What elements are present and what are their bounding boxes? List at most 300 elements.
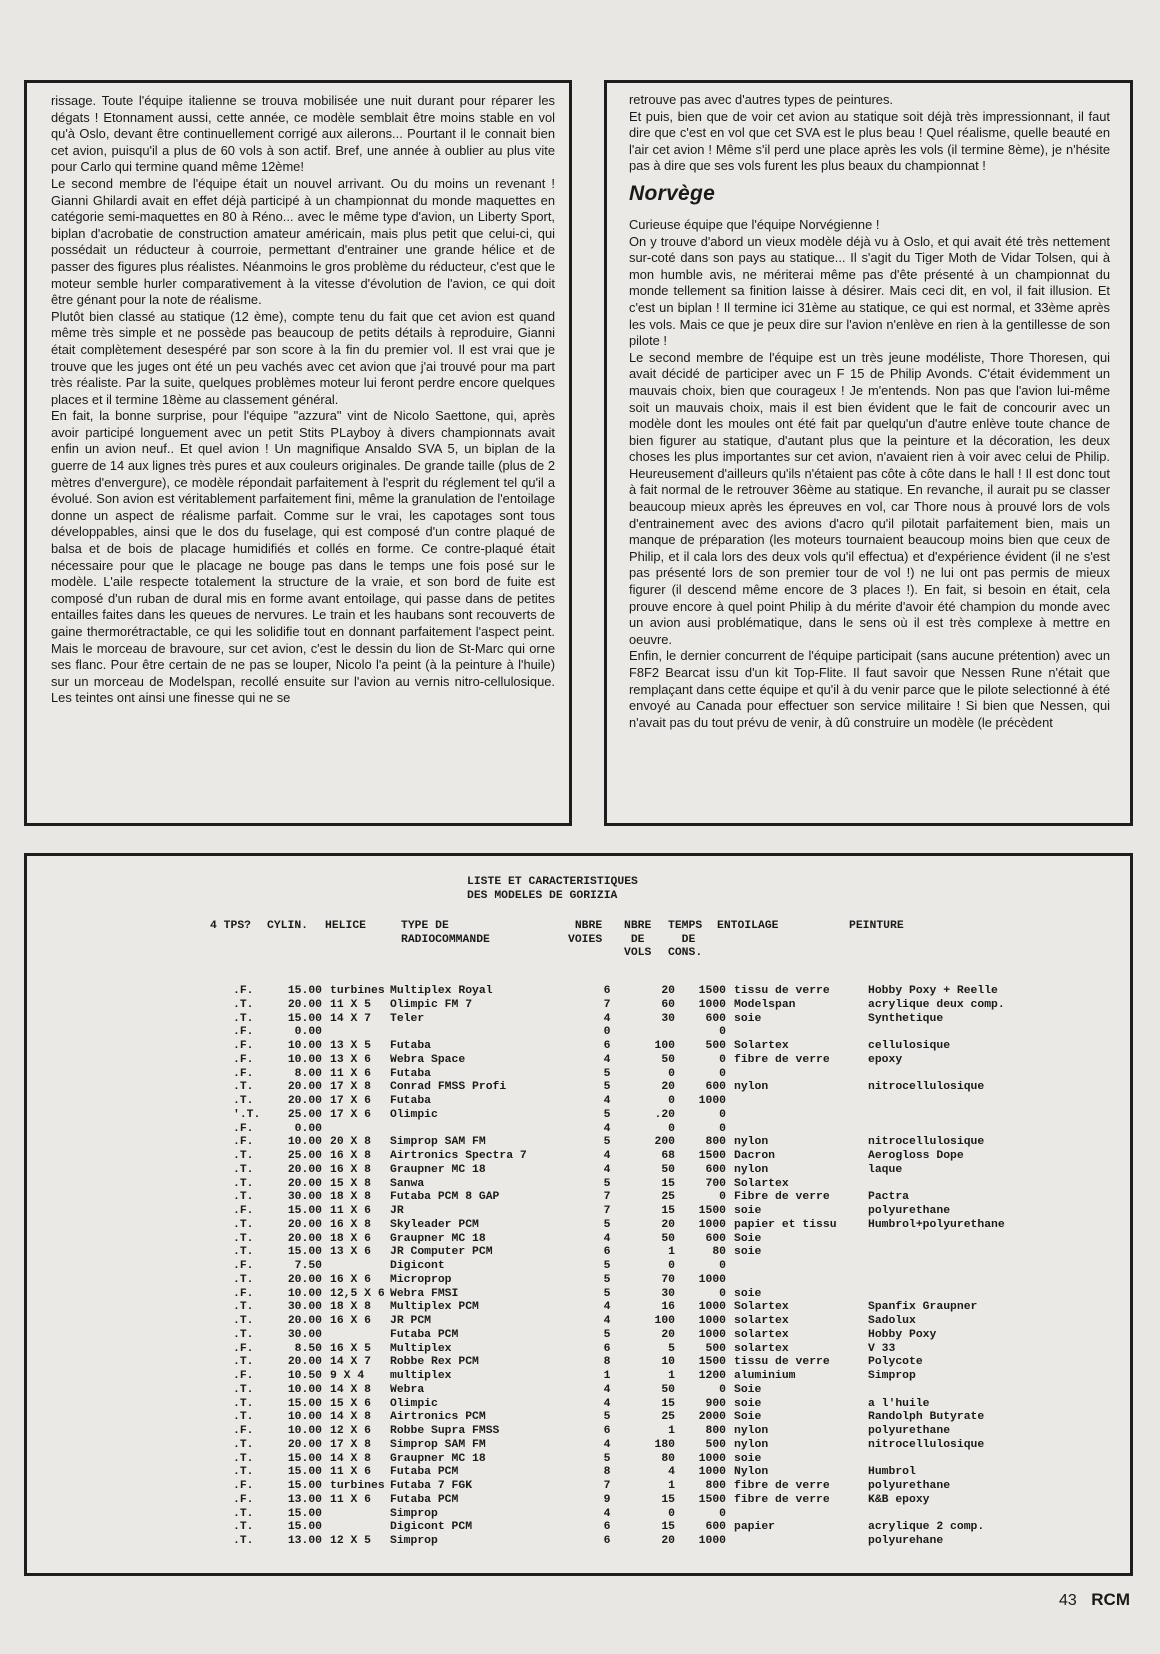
cell-channels: 5 xyxy=(603,1218,611,1231)
magazine-name: RCM xyxy=(1091,1590,1130,1609)
cell-cylinder: 0.00 xyxy=(294,1026,322,1039)
cell-tps: .T. xyxy=(233,1301,254,1314)
cell-consumption: 0 xyxy=(719,1260,726,1272)
cell-radio: Microprop xyxy=(390,1273,452,1286)
cell-tps: .T. xyxy=(233,1328,254,1341)
table-row xyxy=(27,1246,1068,1260)
table-row xyxy=(27,1425,1068,1439)
cell-paint: polyurethane xyxy=(868,1480,951,1492)
cell-covering xyxy=(734,1068,868,1082)
header-tps: 4 TPS? xyxy=(210,920,252,932)
cell-flights: 15 xyxy=(661,1177,675,1190)
cell-paint xyxy=(868,1260,1068,1274)
cell-channels: 8 xyxy=(603,1356,611,1369)
table-row xyxy=(27,1535,1068,1549)
cell-flights: 70 xyxy=(661,1273,675,1286)
cell-channels: 4 xyxy=(603,1012,611,1025)
cell-covering: papier et tissu xyxy=(734,1218,837,1231)
table-row xyxy=(27,1219,1068,1233)
cell-cylinder: 20.00 xyxy=(287,1356,322,1369)
cell-cylinder: 15.00 xyxy=(287,1205,322,1217)
cell-channels: 5 xyxy=(603,1260,611,1272)
row-indent xyxy=(27,1260,233,1274)
cell-channels: 4 xyxy=(603,1397,611,1410)
cell-cylinder: 13.00 xyxy=(287,1493,322,1506)
row-indent xyxy=(27,1205,233,1219)
cell-cylinder: 10.00 xyxy=(287,1425,322,1437)
cell-propeller: 15 X 6 xyxy=(330,1397,372,1410)
cell-tps: .F. xyxy=(233,1026,254,1039)
row-indent xyxy=(27,1274,233,1288)
row-indent xyxy=(27,1453,233,1467)
cell-radio: Teler xyxy=(390,1012,425,1025)
cell-flights xyxy=(631,1026,677,1040)
cell-channels: 5 xyxy=(603,1108,611,1121)
cell-radio: Olimpic FM 7 xyxy=(390,998,473,1011)
cell-propeller: 17 X 8 xyxy=(330,1081,372,1094)
cell-covering: nylon xyxy=(734,1163,769,1176)
cell-flights: 4 xyxy=(668,1466,675,1479)
row-indent xyxy=(27,1343,233,1357)
cell-tps: .T. xyxy=(233,1191,254,1204)
cell-radio: Webra xyxy=(390,1383,425,1396)
cell-consumption: 1000 xyxy=(698,1218,726,1231)
cell-consumption: 600 xyxy=(705,1521,726,1534)
cell-paint: Simprop xyxy=(868,1370,916,1382)
cell-flights: 100 xyxy=(654,1315,675,1327)
cell-channels: 5 xyxy=(603,1067,611,1080)
cell-radio: multiplex xyxy=(390,1370,452,1382)
cell-cylinder: 10.00 xyxy=(287,1383,322,1396)
cell-cylinder: 10.00 xyxy=(287,1053,322,1066)
cell-radio: Futaba xyxy=(390,1067,432,1080)
table-row xyxy=(27,1466,1068,1480)
cell-radio: Graupner MC 18 xyxy=(390,1232,486,1245)
cell-covering xyxy=(734,1508,868,1522)
cell-paint: a l'huile xyxy=(868,1397,930,1410)
cell-consumption: 1000 xyxy=(698,1301,726,1314)
table-row xyxy=(27,1054,1068,1068)
row-indent xyxy=(27,1301,233,1315)
cell-flights: 50 xyxy=(661,1383,675,1396)
cell-tps: .T. xyxy=(233,1232,254,1245)
cell-consumption: 0 xyxy=(719,1122,726,1135)
cell-channels: 8 xyxy=(603,1466,611,1479)
row-indent xyxy=(27,1178,233,1192)
paragraph: rissage. Toute l'équipe italienne se trouva mobilisée une nuit durant pour réparer les dégats ! Etonnament aussi, cette année, ce modèle semblait être moins stable en vol qu'à Oslo, devant être continuellement corrigé aux ailerons... Pourtant il le connait bien cet avion, puisqu'il a plus de 60 vols à son actif. Bref, une année à oublier au plus vite pour Carlo qui termine quand même 12ème! xyxy=(51,93,555,175)
cell-tps: .T. xyxy=(233,1246,254,1259)
cell-cylinder: 20.00 xyxy=(287,998,322,1011)
cell-paint xyxy=(868,1026,1068,1040)
cell-tps: .T. xyxy=(233,1397,254,1410)
header-peinture: PEINTURE xyxy=(849,920,904,932)
cell-cylinder: 15.00 xyxy=(287,1507,322,1520)
cell-propeller: 11 X 6 xyxy=(330,1067,372,1080)
cell-propeller: 11 X 6 xyxy=(330,1205,372,1217)
cell-paint xyxy=(868,1095,1068,1109)
cell-tps: .T. xyxy=(233,1356,254,1369)
cell-consumption: 1000 xyxy=(698,1466,726,1479)
table-row xyxy=(27,1384,1068,1398)
cell-covering xyxy=(734,1274,868,1288)
paragraph: Le second membre de l'équipe était un nouvel arrivant. Ou du moins un revenant ! Gianni Ghilardi avait en effet déjà participé à un championnat du monde maquettes en catégorie semi-maquettes en 80 à Réno... avec le même type d'avion, un Liberty Sport, biplan d'acrobatie de construction amateur américain, mais plus petit que celui-ci, qui possédait un réducteur à courroie, permettant d'entrainer une grande hélice et de passer des figures plus réalistes. Néanmoins le gros problème du réducteur, c'est que le moteur semble hurler comparativement à la vitesse d'évolution de l'avion, ce qui doit être génant pour la note de réalisme. xyxy=(51,175,555,308)
cell-radio: Simprop SAM FM xyxy=(390,1136,486,1149)
cell-consumption: 0 xyxy=(719,1053,726,1066)
cell-cylinder: 15.00 xyxy=(287,1480,322,1492)
cell-radio: Futaba xyxy=(390,1040,432,1052)
cell-tps: .T. xyxy=(233,1218,254,1231)
cell-radio: Airtronics PCM xyxy=(390,1411,486,1424)
cell-covering: solartex xyxy=(734,1328,789,1341)
cell-channels: 4 xyxy=(603,1095,611,1107)
cell-propeller: 18 X 8 xyxy=(330,1301,372,1314)
models-table xyxy=(27,985,1068,1549)
cell-paint: Hobby Poxy xyxy=(868,1328,937,1341)
cell-channels: 4 xyxy=(603,1163,611,1176)
cell-covering xyxy=(734,1095,868,1109)
row-indent xyxy=(27,1040,233,1054)
cell-tps: .T. xyxy=(233,1315,254,1327)
table-row xyxy=(27,999,1068,1013)
cell-tps: .T. xyxy=(233,1452,254,1465)
cell-paint: polyurethane xyxy=(868,1205,951,1217)
row-indent xyxy=(27,1013,233,1027)
cell-paint xyxy=(868,1109,1068,1123)
cell-covering: soie xyxy=(734,1397,762,1410)
cell-channels: 5 xyxy=(603,1411,611,1424)
cell-paint: Humbrol xyxy=(868,1466,916,1479)
cell-propeller: turbines xyxy=(330,985,385,997)
cell-covering: soie xyxy=(734,1012,762,1025)
row-indent xyxy=(27,1425,233,1439)
table-row xyxy=(27,1398,1068,1412)
cell-tps: .T. xyxy=(233,1507,254,1520)
cell-paint: cellulosique xyxy=(868,1040,951,1052)
cell-paint: Randolph Butyrate xyxy=(868,1411,985,1424)
cell-tps: .F. xyxy=(233,1122,254,1135)
row-indent xyxy=(27,1384,233,1398)
cell-channels: 5 xyxy=(603,1081,611,1094)
cell-covering: solartex xyxy=(734,1315,789,1327)
cell-propeller: 14 X 7 xyxy=(330,1356,372,1369)
cell-channels: 5 xyxy=(603,1287,611,1300)
cell-channels: 4 xyxy=(603,1507,611,1520)
table-row xyxy=(27,1150,1068,1164)
cell-flights: .20 xyxy=(654,1108,675,1121)
cell-propeller: 16 X 8 xyxy=(330,1150,372,1162)
cell-consumption: 2000 xyxy=(698,1411,726,1424)
cell-consumption: 600 xyxy=(705,1232,726,1245)
table-row xyxy=(27,1260,1068,1274)
header-vols: NBRE DE VOLS xyxy=(624,920,652,960)
cell-tps: .T. xyxy=(233,1438,254,1451)
row-indent xyxy=(27,1095,233,1109)
cell-flights: 25 xyxy=(661,1191,675,1204)
cell-flights: 15 xyxy=(661,1493,675,1506)
cell-propeller: 14 X 7 xyxy=(330,1012,372,1025)
cell-cylinder: 15.00 xyxy=(287,1397,322,1410)
cell-paint xyxy=(868,1233,1068,1247)
paragraph: Et puis, bien que de voir cet avion au statique soit déjà très impressionnant, il faut dire que c'est en vol que cet SVA est le plus beau ! Quel réalisme, quelle beauté en l'air cet avion ! Même s'il perd une place après les vols (il termine 8ème), je n'hésite pas à dire que ses vols furent les plus beaux du championnat ! xyxy=(629,108,1110,174)
cell-tps: .F. xyxy=(233,1260,254,1272)
cell-covering: papier xyxy=(734,1521,776,1534)
cell-radio: Multiplex xyxy=(390,1342,452,1355)
cell-covering: Fibre de verre xyxy=(734,1191,830,1204)
cell-consumption: 1000 xyxy=(698,1328,726,1341)
table-row xyxy=(27,1095,1068,1109)
cell-propeller xyxy=(330,1123,390,1137)
cell-radio: Robbe Supra FMSS xyxy=(390,1425,500,1437)
row-indent xyxy=(27,1026,233,1040)
cell-channels: 4 xyxy=(603,1315,611,1327)
cell-consumption: 600 xyxy=(705,1081,726,1094)
cell-flights: 30 xyxy=(661,1287,675,1300)
cell-paint xyxy=(868,1508,1068,1522)
cell-radio: Futaba PCM xyxy=(390,1493,459,1506)
cell-radio: Multiplex Royal xyxy=(390,985,493,997)
cell-cylinder: 30.00 xyxy=(287,1328,322,1341)
table-title xyxy=(467,876,638,903)
cell-consumption: 1200 xyxy=(698,1370,726,1382)
cell-tps: .T. xyxy=(233,1081,254,1094)
cell-cylinder: 15.00 xyxy=(287,1466,322,1479)
cell-covering: Soie xyxy=(734,1383,762,1396)
cell-flights: 20 xyxy=(661,1081,675,1094)
cell-propeller: 16 X 8 xyxy=(330,1218,372,1231)
cell-propeller: 16 X 6 xyxy=(330,1315,372,1327)
cell-flights: 0 xyxy=(668,1260,675,1272)
cell-tps: .T. xyxy=(233,998,254,1011)
cell-tps: .T. xyxy=(233,1383,254,1396)
cell-flights: 0 xyxy=(668,1122,675,1135)
cell-tps: .F. xyxy=(233,1342,254,1355)
cell-cylinder: 10.00 xyxy=(287,1136,322,1149)
table-row xyxy=(27,1040,1068,1054)
cell-channels: 5 xyxy=(603,1136,611,1149)
cell-radio: Conrad FMSS Profi xyxy=(390,1081,507,1094)
cell-consumption: 1500 xyxy=(698,1150,726,1162)
cell-cylinder: 13.00 xyxy=(287,1535,322,1547)
row-indent xyxy=(27,1123,233,1137)
cell-consumption: 1000 xyxy=(698,1273,726,1286)
cell-radio: Digicont PCM xyxy=(390,1521,473,1534)
row-indent xyxy=(27,1136,233,1150)
cell-covering xyxy=(734,1535,868,1549)
cell-propeller xyxy=(330,1521,390,1535)
cell-cylinder: 20.00 xyxy=(287,1232,322,1245)
cell-radio: Simprop xyxy=(390,1535,438,1547)
cell-paint: Humbrol+polyurethane xyxy=(868,1218,1005,1231)
cell-paint: acrylique deux comp. xyxy=(868,998,1005,1011)
cell-covering: nylon xyxy=(734,1136,769,1149)
row-indent xyxy=(27,1356,233,1370)
cell-propeller: 12,5 X 6 xyxy=(330,1287,385,1300)
cell-cylinder: 15.00 xyxy=(287,1012,322,1025)
cell-channels: 4 xyxy=(603,1122,611,1135)
cell-propeller: 15 X 8 xyxy=(330,1177,372,1190)
cell-propeller: 20 X 8 xyxy=(330,1136,372,1149)
cell-paint: Aerogloss Dope xyxy=(868,1150,964,1162)
cell-tps: .F. xyxy=(233,1053,254,1066)
cell-flights: 25 xyxy=(661,1411,675,1424)
cell-channels: 4 xyxy=(603,1301,611,1314)
cell-paint: polyurehane xyxy=(868,1535,944,1547)
cell-paint: polyurethane xyxy=(868,1425,951,1437)
cell-consumption: 600 xyxy=(705,1163,726,1176)
cell-flights: 1 xyxy=(668,1425,675,1437)
cell-flights: 50 xyxy=(661,1053,675,1066)
cell-tps: .F. xyxy=(233,1067,254,1080)
cell-propeller xyxy=(330,1508,390,1522)
cell-consumption: 800 xyxy=(705,1136,726,1149)
cell-flights: 0 xyxy=(668,1067,675,1080)
cell-cylinder: 25.00 xyxy=(287,1108,322,1121)
paragraph: retrouve pas avec d'autres types de peintures. xyxy=(629,92,894,107)
row-indent xyxy=(27,985,233,999)
cell-tps: .F. xyxy=(233,1040,254,1052)
cell-propeller: 16 X 6 xyxy=(330,1273,372,1286)
cell-propeller: 12 X 5 xyxy=(330,1535,372,1547)
cell-propeller xyxy=(330,1260,390,1274)
cell-radio: Graupner MC 18 xyxy=(390,1163,486,1176)
cell-propeller: 14 X 8 xyxy=(330,1411,372,1424)
cell-covering: Nylon xyxy=(734,1466,769,1479)
row-indent xyxy=(27,1068,233,1082)
cell-channels: 5 xyxy=(603,1328,611,1341)
cell-cylinder: 15.00 xyxy=(287,985,322,997)
cell-cylinder: 20.00 xyxy=(287,1095,322,1107)
cell-paint xyxy=(868,1288,1068,1302)
row-indent xyxy=(27,1329,233,1343)
cell-cylinder: 10.00 xyxy=(287,1040,322,1052)
cell-channels: 4 xyxy=(603,1150,611,1162)
table-row xyxy=(27,1343,1068,1357)
cell-cylinder: 10.00 xyxy=(287,1411,322,1424)
cell-radio: Futaba PCM 8 GAP xyxy=(390,1191,500,1204)
cell-covering: Modelspan xyxy=(734,998,796,1011)
right-column-text-after xyxy=(629,217,1110,731)
cell-consumption: 0 xyxy=(719,1287,726,1300)
cell-radio: Simprop SAM FM xyxy=(390,1438,486,1451)
cell-consumption: 0 xyxy=(719,1108,726,1121)
cell-flights: 10 xyxy=(661,1356,675,1369)
cell-channels: 7 xyxy=(603,1191,611,1204)
cell-radio: Airtronics Spectra 7 xyxy=(390,1150,527,1162)
row-indent xyxy=(27,1233,233,1247)
row-indent xyxy=(27,1535,233,1549)
row-indent xyxy=(27,1508,233,1522)
left-article-column xyxy=(24,80,572,826)
row-indent xyxy=(27,1150,233,1164)
cell-channels: 9 xyxy=(603,1493,611,1506)
cell-cylinder: 0.00 xyxy=(294,1122,322,1135)
cell-flights: 100 xyxy=(654,1040,675,1052)
row-indent xyxy=(27,1411,233,1425)
cell-flights: 30 xyxy=(661,1012,675,1025)
row-indent xyxy=(27,999,233,1013)
cell-radio: Futaba PCM xyxy=(390,1466,459,1479)
cell-flights: 5 xyxy=(668,1342,675,1355)
cell-covering xyxy=(734,1026,868,1040)
cell-flights: 60 xyxy=(661,998,675,1011)
cell-paint: epoxy xyxy=(868,1053,903,1066)
table-title-line1: LISTE ET CARACTERISTIQUES xyxy=(467,876,638,888)
cell-consumption: 1000 xyxy=(698,998,726,1011)
table-row xyxy=(27,1013,1068,1027)
cell-covering: nylon xyxy=(734,1425,769,1437)
cell-cylinder: 15.00 xyxy=(287,1246,322,1259)
cell-radio: Robbe Rex PCM xyxy=(390,1356,479,1369)
cell-cylinder: 8.00 xyxy=(294,1067,322,1080)
cell-cylinder: 25.00 xyxy=(287,1150,322,1162)
cell-paint: Sadolux xyxy=(868,1315,916,1327)
cell-tps: .T. xyxy=(233,1012,254,1025)
cell-propeller: 17 X 8 xyxy=(330,1438,372,1451)
cell-consumption: 1500 xyxy=(698,985,726,997)
cell-channels: 0 xyxy=(603,1026,611,1039)
header-entoilage: ENTOILAGE xyxy=(717,920,779,932)
header-temps: TEMPS DE CONS. xyxy=(668,920,703,960)
page-number: 43 xyxy=(1059,1592,1077,1609)
cell-cylinder: 20.00 xyxy=(287,1218,322,1231)
cell-propeller: 18 X 8 xyxy=(330,1191,372,1204)
cell-paint xyxy=(868,1178,1068,1192)
table-row xyxy=(27,1233,1068,1247)
cell-propeller: 11 X 5 xyxy=(330,998,372,1011)
cell-consumption: 1500 xyxy=(698,1205,726,1217)
table-row xyxy=(27,1315,1068,1329)
cell-consumption: 1000 xyxy=(698,1452,726,1465)
paragraph: Enfin, le dernier concurrent de l'équipe participait (sans aucune prétention) avec un F8F2 Bearcat issu d'un kit Top-Flite. Il faut savoir que Nessen Rune n'était que remplaçant dans cette équipe et qu'il à du venir parce que le pilote selectionné à été envoyé au Canada pour effectuer son service militaire ! Si bien que Nessen, qui n'avait pas du tout prévu de venir, à dû construire un modèle (le précèdent xyxy=(629,648,1110,730)
cell-radio: Webra Space xyxy=(390,1053,466,1066)
cell-paint: Polycote xyxy=(868,1356,923,1369)
cell-propeller: turbines xyxy=(330,1480,385,1492)
paragraph: Curieuse équipe que l'équipe Norvégienne ! xyxy=(629,216,880,232)
cell-consumption: 1000 xyxy=(698,1095,726,1107)
cell-channels: 5 xyxy=(603,1452,611,1465)
table-row xyxy=(27,1068,1068,1082)
table-row xyxy=(27,1026,1068,1040)
cell-covering: tissu de verre xyxy=(734,985,830,997)
table-row xyxy=(27,1494,1068,1508)
cell-consumption: 1000 xyxy=(698,1535,726,1547)
cell-flights: 50 xyxy=(661,1232,675,1245)
cell-paint: nitrocellulosique xyxy=(868,1438,985,1451)
cell-radio: Futaba xyxy=(390,1095,432,1107)
row-indent xyxy=(27,1081,233,1095)
cell-radio: Simprop xyxy=(390,1507,438,1520)
cell-propeller: 13 X 6 xyxy=(330,1053,372,1066)
cell-flights: 1 xyxy=(668,1246,675,1259)
cell-cylinder: 10.00 xyxy=(287,1287,322,1300)
cell-cylinder: 15.00 xyxy=(287,1452,322,1465)
cell-cylinder: 20.00 xyxy=(287,1163,322,1176)
cell-propeller: 16 X 5 xyxy=(330,1342,372,1355)
cell-propeller: 16 X 8 xyxy=(330,1163,372,1176)
table-row xyxy=(27,1356,1068,1370)
cell-tps: .T. xyxy=(233,1521,254,1534)
cell-consumption: 600 xyxy=(705,1012,726,1025)
cell-cylinder: 20.00 xyxy=(287,1438,322,1451)
cell-consumption: 1000 xyxy=(698,1315,726,1327)
cell-consumption: 0 xyxy=(719,1026,726,1039)
table-row xyxy=(27,1136,1068,1150)
cell-tps: .F. xyxy=(233,985,254,997)
cell-consumption: 800 xyxy=(705,1425,726,1437)
row-indent xyxy=(27,1164,233,1178)
cell-tps: .T. xyxy=(233,1150,254,1162)
cell-radio: Skyleader PCM xyxy=(390,1218,479,1231)
